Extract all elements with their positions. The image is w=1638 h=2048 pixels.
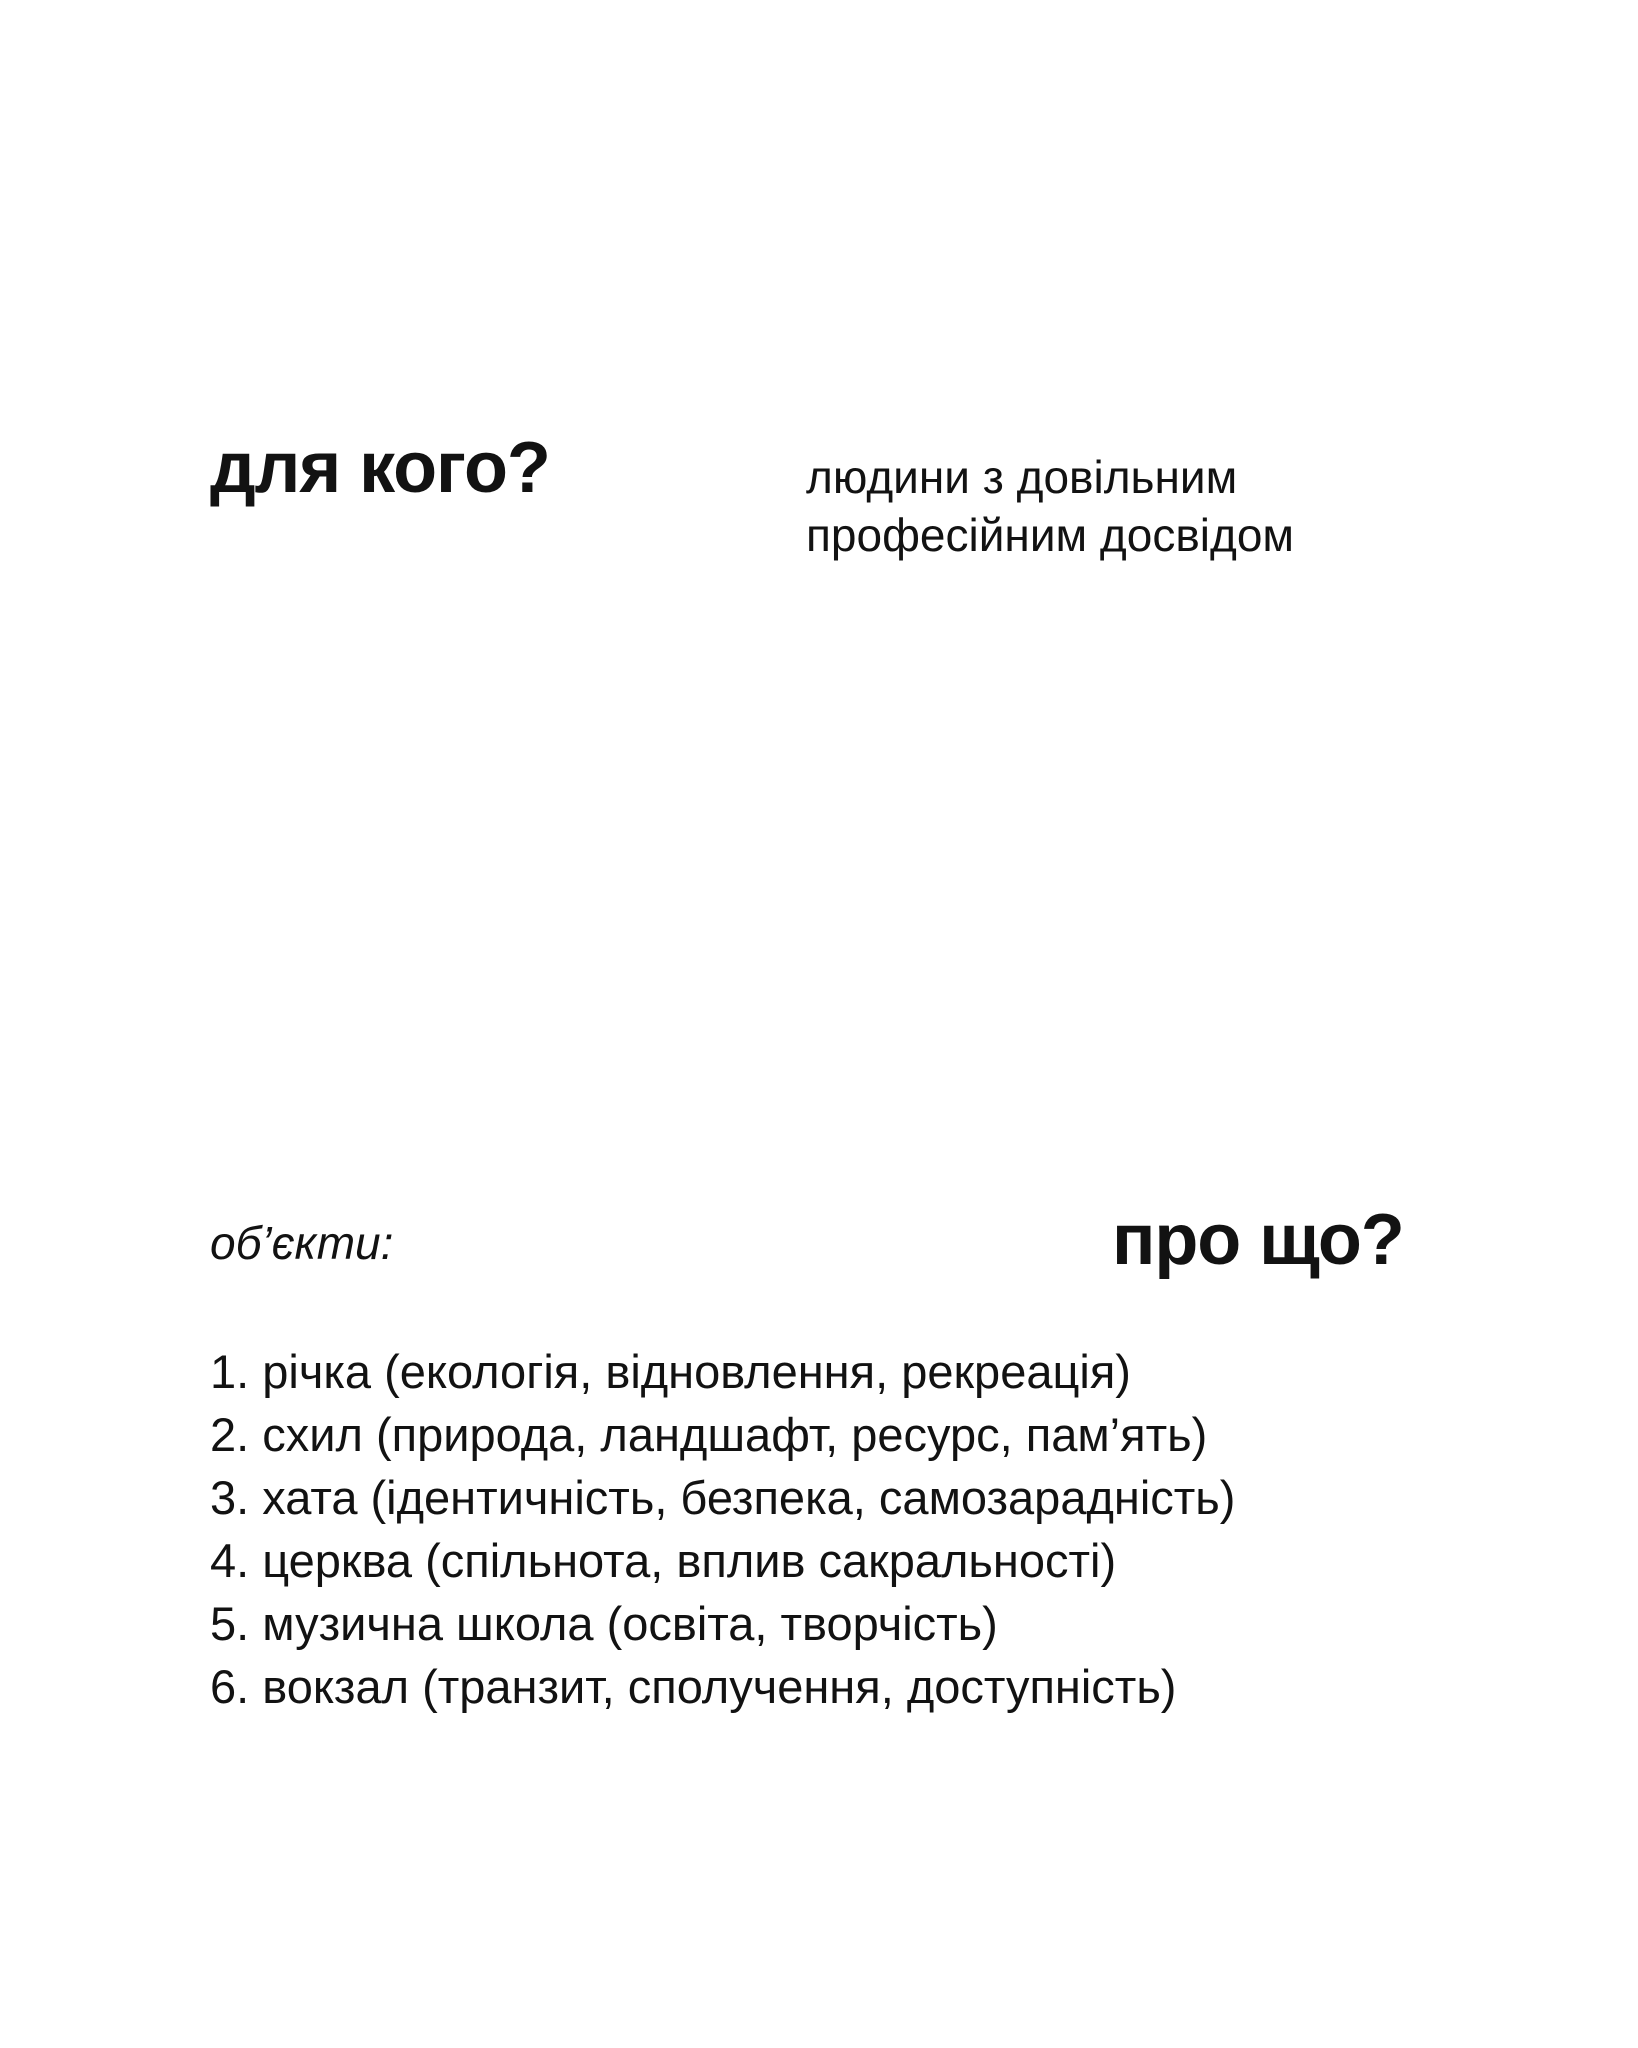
objects-label: об’єкти: xyxy=(210,1217,394,1269)
list-item-slope: 2. схил (природа, ландшафт, ресурс, пам’ять) xyxy=(210,1408,1208,1461)
topic-heading: про що? xyxy=(1112,1200,1404,1281)
audience-description xyxy=(806,448,1294,564)
objects-list xyxy=(210,1340,1235,1718)
audience-heading: для кого? xyxy=(210,428,550,509)
list-item-river: 1. річка (екологія, відновлення, рекреація) xyxy=(210,1345,1131,1398)
list-item-station: 6. вокзал (транзит, сполучення, доступність) xyxy=(210,1660,1177,1713)
list-item-house: 3. хата (ідентичність, безпека, самозарадність) xyxy=(210,1471,1236,1524)
list-item-music-school: 5. музична школа (освіта, творчість) xyxy=(210,1597,998,1650)
audience-description-line-2: професійним досвідом xyxy=(806,509,1295,561)
list-item-church: 4. церква (спільнота, вплив сакральності) xyxy=(210,1534,1117,1587)
audience-description-line-1: людини з довільним xyxy=(806,451,1238,503)
